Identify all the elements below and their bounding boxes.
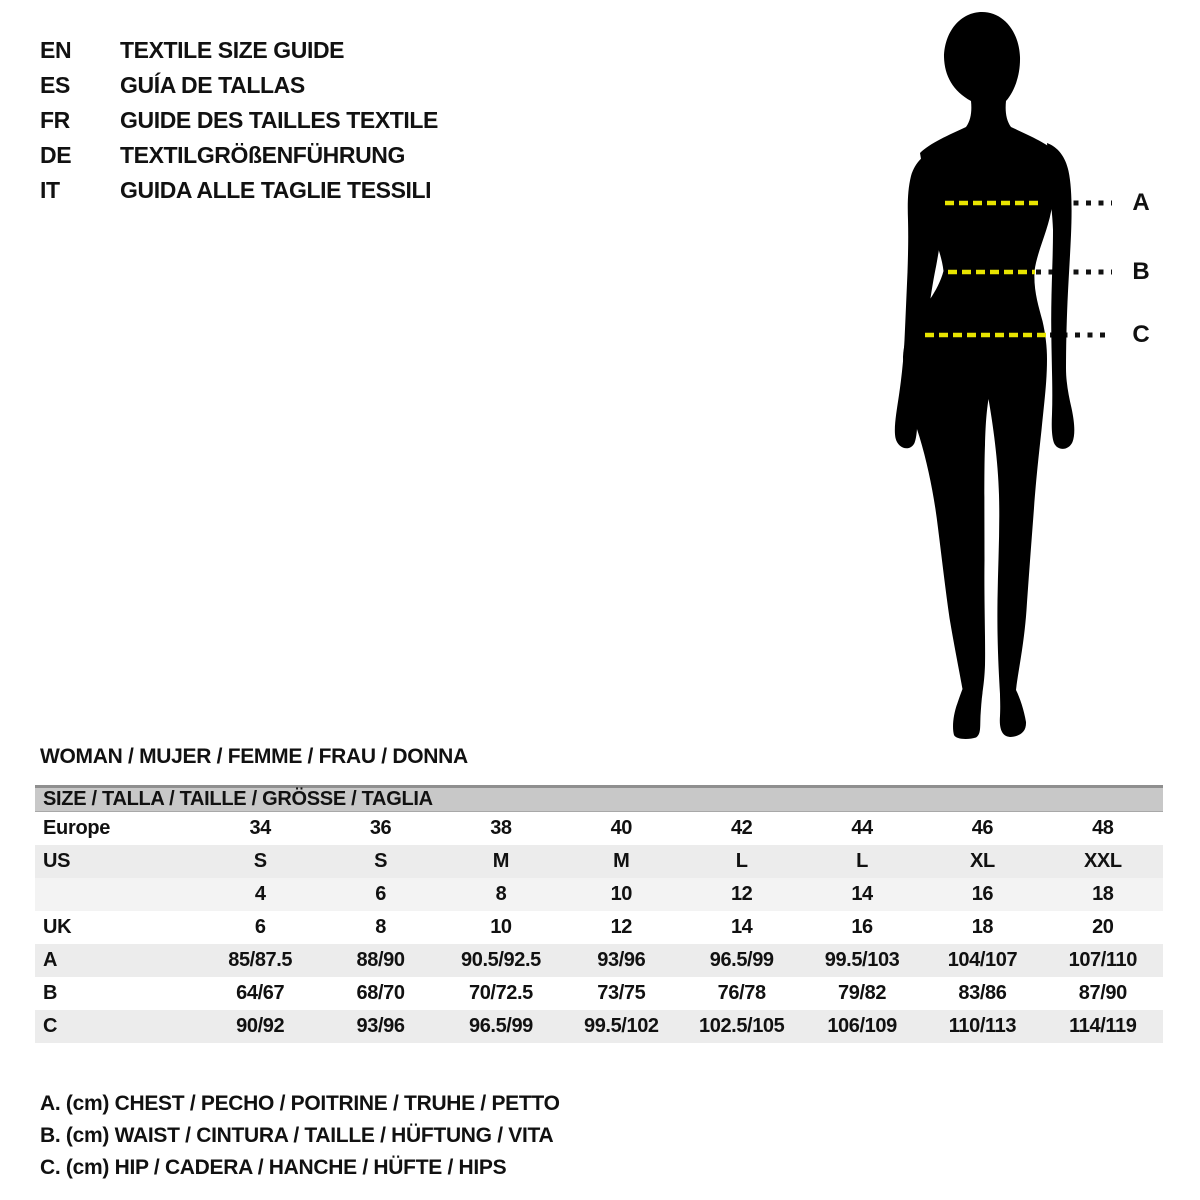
size-table-cell: M xyxy=(492,850,510,872)
language-code: DE xyxy=(40,142,72,168)
section-title: WOMAN / MUJER / FEMME / FRAU / DONNA xyxy=(40,745,468,768)
size-table-cell: 104/107 xyxy=(947,949,1018,971)
size-table-cell: 76/78 xyxy=(717,982,766,1004)
language-code: EN xyxy=(40,37,72,63)
size-table-cell: 18 xyxy=(971,916,994,938)
size-table xyxy=(35,785,1163,1043)
language-title: GUIDE DES TAILLES TEXTILE xyxy=(120,107,438,133)
size-table-cell: 40 xyxy=(610,817,633,839)
size-table-cell: 114/119 xyxy=(1069,1015,1137,1037)
size-table-cell: 73/75 xyxy=(597,982,646,1004)
measure-letter: C xyxy=(1132,321,1150,348)
size-table-row xyxy=(35,944,1163,977)
size-table-row xyxy=(35,1010,1163,1043)
size-table-row-label: A xyxy=(43,949,58,971)
size-table-cell: 90/92 xyxy=(236,1015,285,1037)
size-table-cell: 106/109 xyxy=(827,1015,897,1037)
size-table-cell: 48 xyxy=(1092,817,1114,839)
size-table-cell: 12 xyxy=(610,916,633,938)
size-table-cell: 6 xyxy=(254,916,266,938)
language-row xyxy=(40,138,438,173)
size-table-cell: 44 xyxy=(851,817,873,839)
size-table-cell: L xyxy=(735,850,748,872)
size-table-row xyxy=(35,878,1163,911)
legend-line: C. (cm) HIP / CADERA / HANCHE / HÜFTE / HIPS xyxy=(40,1156,507,1179)
size-table-row xyxy=(35,812,1163,845)
size-table-cell: 93/96 xyxy=(597,949,646,971)
language-code: FR xyxy=(40,107,70,133)
size-table-body xyxy=(35,812,1163,1043)
size-table-cell: 16 xyxy=(971,883,994,905)
size-table-cell: 90.5/92.5 xyxy=(461,949,541,971)
size-table-cell: 10 xyxy=(490,916,512,938)
size-table-row xyxy=(35,911,1163,944)
size-table-cell: S xyxy=(253,850,267,872)
size-table-cell: 102.5/105 xyxy=(699,1015,785,1037)
legend-line: A. (cm) CHEST / PECHO / POITRINE / TRUHE / PETTO xyxy=(40,1092,560,1115)
size-table-cell: 14 xyxy=(730,916,753,938)
language-title: TEXTILE SIZE GUIDE xyxy=(120,37,345,63)
size-table-row-label: Europe xyxy=(43,817,111,839)
language-list xyxy=(40,33,438,208)
silhouette-right-arm xyxy=(1047,143,1074,449)
silhouette-body xyxy=(903,12,1057,739)
size-table-cell: 88/90 xyxy=(356,949,405,971)
size-table-cell: 68/70 xyxy=(356,982,405,1004)
size-table-cell: 99.5/103 xyxy=(824,949,900,971)
size-table-cell: 12 xyxy=(730,883,753,905)
size-table-cell: 85/87.5 xyxy=(228,949,293,971)
size-table-cell: 18 xyxy=(1092,883,1114,905)
language-title: TEXTILGRÖßENFÜHRUNG xyxy=(120,142,405,168)
size-table-cell: XL xyxy=(970,850,995,872)
size-table-row-label: C xyxy=(43,1015,58,1037)
size-table-cell: 10 xyxy=(610,883,633,905)
size-table-row xyxy=(35,845,1163,878)
size-table-cell: 96.5/99 xyxy=(709,949,774,971)
size-table-row-label: US xyxy=(43,850,71,872)
size-table-cell: 20 xyxy=(1092,916,1114,938)
size-table-cell: 38 xyxy=(490,817,512,839)
size-table-cell: 83/86 xyxy=(958,982,1007,1004)
size-table-header: SIZE / TALLA / TAILLE / GRÖSSE / TAGLIA xyxy=(35,785,1163,812)
size-table-cell: 99.5/102 xyxy=(583,1015,659,1037)
language-title: GUIDA ALLE TAGLIE TESSILI xyxy=(120,177,432,203)
size-table-cell: 93/96 xyxy=(356,1015,405,1037)
size-table-cell: 42 xyxy=(730,817,753,839)
size-table-cell: 6 xyxy=(375,883,386,905)
legend-line: B. (cm) WAIST / CINTURA / TAILLE / HÜFTUNG / VITA xyxy=(40,1124,554,1147)
language-code: ES xyxy=(40,72,70,98)
size-table-row-label: B xyxy=(43,982,58,1004)
size-table-cell: L xyxy=(856,850,868,872)
measure-letter: B xyxy=(1132,258,1150,285)
size-table-cell: M xyxy=(613,850,630,872)
size-table-cell: 36 xyxy=(369,817,392,839)
size-table-cell: 70/72.5 xyxy=(468,982,533,1004)
size-table-row-label: UK xyxy=(43,916,72,938)
measurement-legend xyxy=(40,1088,560,1184)
woman-silhouette-figure xyxy=(850,0,1130,745)
language-row xyxy=(40,33,438,68)
size-table-cell: 46 xyxy=(971,817,994,839)
size-table-cell: 87/90 xyxy=(1078,982,1127,1004)
size-table-cell: 96.5/99 xyxy=(468,1015,533,1037)
measure-letter: A xyxy=(1132,189,1150,216)
size-table-cell: 8 xyxy=(375,916,386,938)
size-table-cell: S xyxy=(374,850,388,872)
size-table-cell: 64/67 xyxy=(236,982,285,1004)
size-table-cell: 4 xyxy=(254,883,266,905)
size-table-cell: 8 xyxy=(495,883,507,905)
size-table-cell: 14 xyxy=(851,883,873,905)
size-table-row xyxy=(35,977,1163,1010)
size-table-cell: 34 xyxy=(249,817,271,839)
language-row xyxy=(40,68,438,103)
language-title: GUÍA DE TALLAS xyxy=(120,72,305,98)
size-table-cell: 107/110 xyxy=(1068,949,1138,971)
size-table-cell: 79/82 xyxy=(838,982,887,1004)
language-row xyxy=(40,103,438,138)
size-table-cell: 110/113 xyxy=(948,1015,1017,1037)
language-row xyxy=(40,173,438,208)
size-table-cell: 16 xyxy=(851,916,873,938)
language-code: IT xyxy=(40,177,60,203)
size-table-cell: XXL xyxy=(1083,850,1122,872)
